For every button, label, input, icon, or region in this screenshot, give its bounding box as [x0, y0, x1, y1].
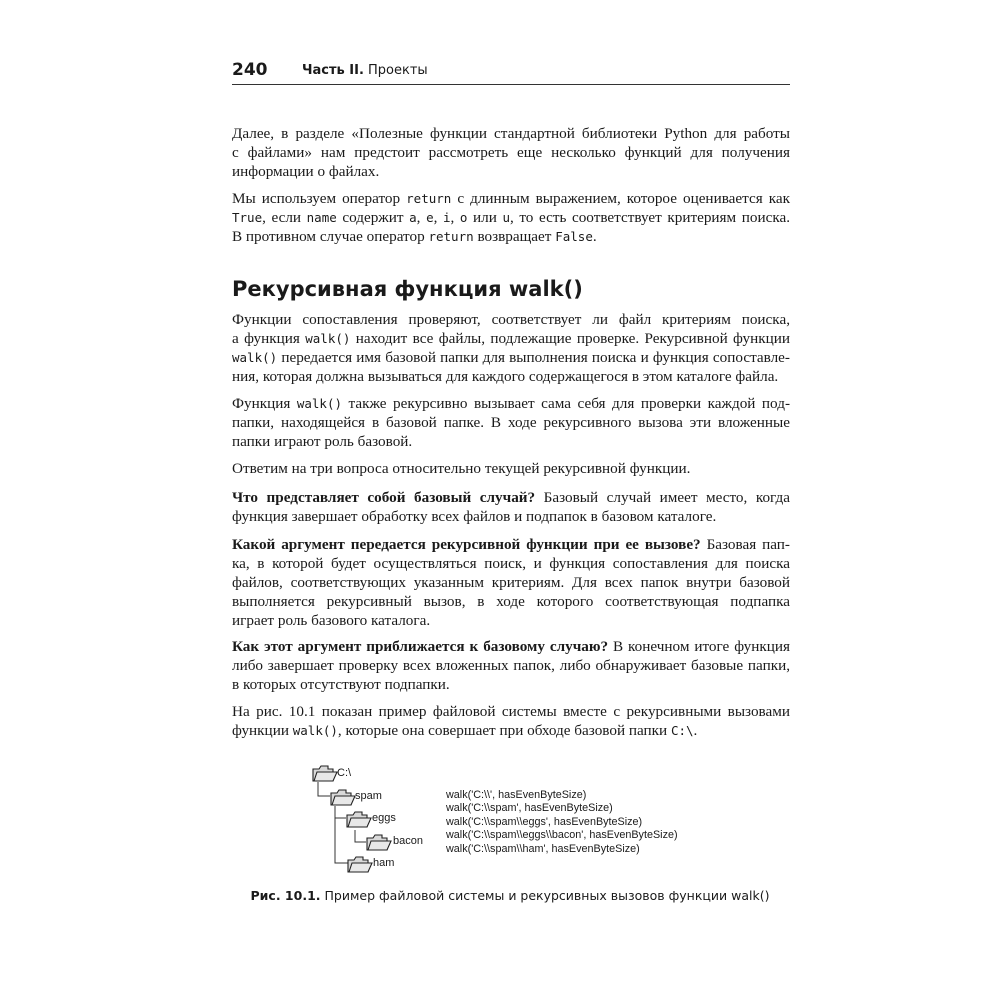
walk-call: walk('C:\\spam\\ham', hasEvenByteSize) — [446, 842, 640, 855]
section-paragraph-3: Ответим на три вопроса относительно текущей рекурсивной функции. — [232, 460, 691, 477]
figure-caption: Рис. 10.1. Пример файловой системы и рекурсивных вызовов функции walk() — [250, 888, 770, 903]
tree-connector — [335, 806, 348, 863]
walk-call: walk('C:\\spam', hasEvenByteSize) — [446, 802, 613, 815]
page-number: 240 — [232, 60, 268, 80]
folder-icon — [347, 812, 371, 827]
section-paragraph-4: На рис. 10.1 показан пример файловой системы вместе с рекурсивными вызовами функции walk(), которые она совершает при обходе базовой папки C:\. — [232, 703, 790, 739]
folder-icon — [331, 790, 355, 805]
running-header — [232, 58, 790, 85]
section-paragraph-1: Функции сопоставления проверяют, соответствует ли файл критериям поиска, а функция walk() находит все файлы, подлежащие проверке. Рекурсивной функции walk() передается имя базовой папки для выполнения поиска и функция сопоставле- ния, которая должна вызываться для каждого содержащегося в этом каталоге файла. — [232, 311, 791, 385]
section-heading: Рекурсивная функция walk() — [232, 277, 583, 301]
walk-call: walk('C:\\spam\\eggs', hasEvenByteSize) — [446, 815, 643, 828]
folder-label-spam: spam — [355, 790, 382, 802]
walk-calls-list — [446, 789, 678, 856]
part-title: Часть II. Проекты — [302, 63, 428, 78]
folder-icon — [348, 857, 372, 872]
folder-label-ham: ham — [373, 857, 395, 869]
walk-call: walk('C:\\', hasEvenByteSize) — [446, 789, 587, 801]
question-2: Какой аргумент передается рекурсивной функции при ее вызове? Базовая пап- ка, в которой будет осуществляться поиск, и функция сопоставления для поиска файлов, соответствующих указанным критериям. Для всех папок внутри базовой выполняется рекурсивный вызов, в ходе которого соответствующая подпапка играет роль базового каталога. — [232, 536, 790, 629]
folder-icon — [367, 835, 391, 850]
folder-icon — [313, 766, 337, 781]
folder-label-eggs: eggs — [372, 812, 396, 824]
tree-connector — [318, 782, 330, 796]
intro-paragraph-2: Мы используем оператор return с длинным выражением, которое оценивается как True, если name содержит a, e, i, o или u, то есть соответствует критериям поиска. В противном случае оператор return возвращает False. — [232, 190, 791, 245]
tree-connector — [355, 830, 366, 842]
folder-label-bacon: bacon — [393, 835, 423, 847]
question-1: Что представляет собой базовый случай? Базовый случай имеет место, когда функция завершает обработку всех файлов и подпапок в базовом каталоге. — [232, 489, 791, 525]
question-3: Как этот аргумент приближается к базовому случаю? В конечном итоге функция либо завершает проверку всех вложенных папок, либо обнаруживает базовые папки, в которых отсутствуют подпапки. — [232, 638, 791, 693]
folder-label-root: C:\ — [337, 767, 352, 779]
intro-paragraph-1: Далее, в разделе «Полезные функции стандартной библиотеки Python для работы с файлами» нам предстоит рассмотреть еще несколько функций для получения информации о файлах. — [232, 125, 790, 180]
section-paragraph-2: Функция walk() также рекурсивно вызывает сама себя для проверки каждой под- папки, находящейся в базовой папке. В ходе рекурсивного вызова эти вложенные папки играют роль базовой. — [232, 395, 790, 450]
walk-call: walk('C:\\spam\\eggs\\bacon', hasEvenByteSize) — [446, 829, 678, 842]
